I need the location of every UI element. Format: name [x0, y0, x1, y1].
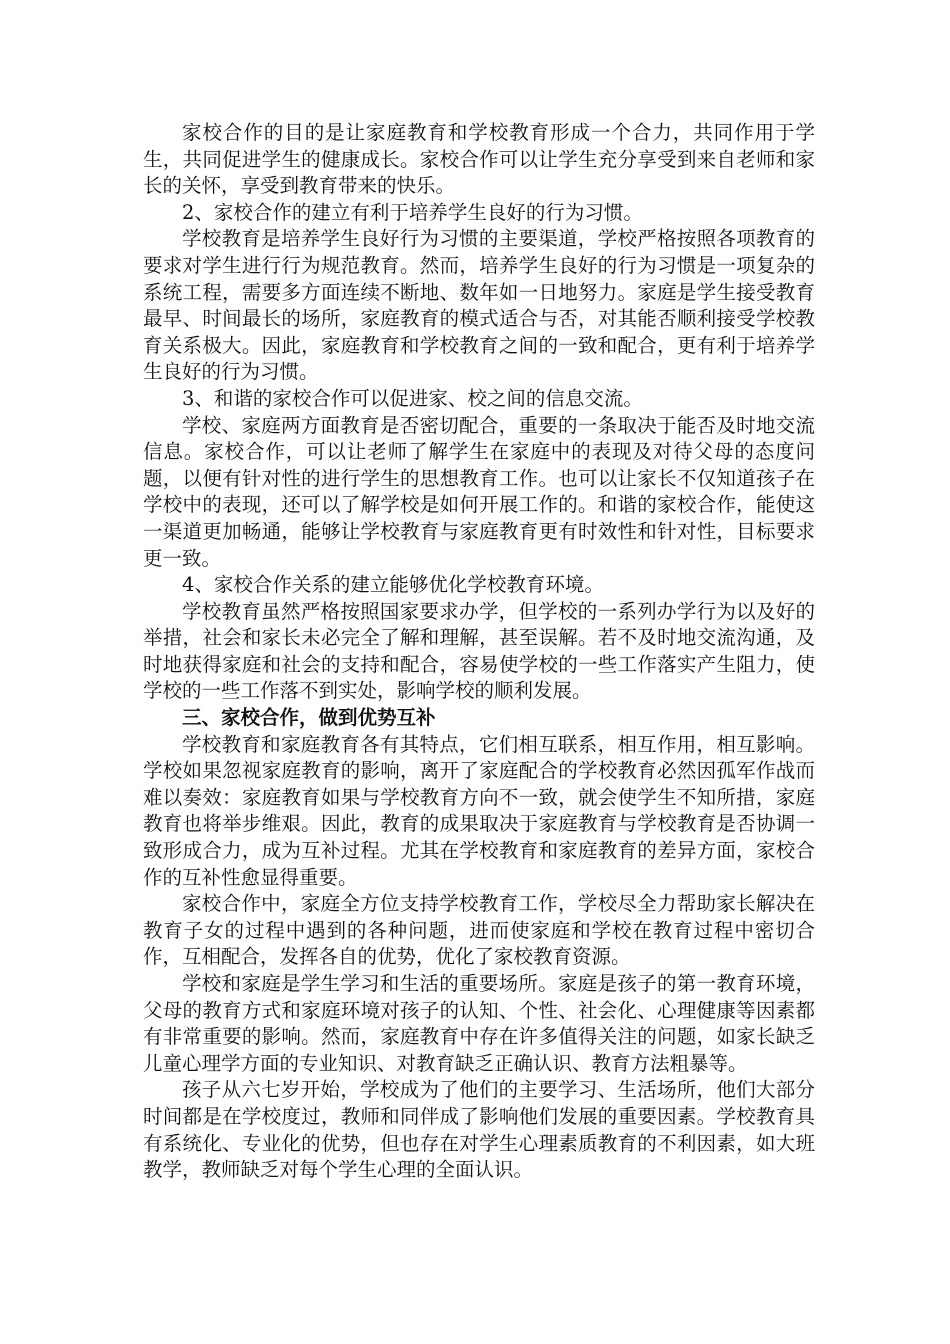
paragraph-complementary: 学校教育和家庭教育各有其特点，它们相互联系，相互作用，相互影响。学校如果忽视家庭教育的影响，离开了家庭配合的学校教育必然因孤军作战而难以奏效：家庭教育如果与学校教育方向不一致，就会使学生不知所措，家庭教育也将举步维艰。因此，教育的成果取决于家庭教育与学校教育是否协调一致形成合力，成为互补过程。尤其在学校教育和家庭教育的差异方面，家校合作的互补性愈显得重要。 — [143, 732, 815, 889]
point-2-heading: 2、家校合作的建立有利于培养学生良好的行为习惯。 — [182, 200, 643, 224]
paragraph-school-environment: 学校教育虽然严格按照国家要求办学，但学校的一系列办学行为以及好的举措，社会和家长未必完全了解和理解，甚至误解。若不及时地交流沟通，及时地获得家庭和社会的支持和配合，容易使学校的一些工作落实产生阻力，使学校的一些工作落不到实处，影响学校的顺利发展。 — [143, 599, 815, 703]
section-3-heading: 三、家校合作，做到优势互补 — [182, 706, 436, 730]
paragraph-purpose: 家校合作的目的是让家庭教育和学校教育形成一个合力，共同作用于学生，共同促进学生的健康成长。家校合作可以让学生充分享受到来自老师和家长的关怀，享受到教育带来的快乐。 — [143, 121, 815, 198]
document-body — [143, 120, 815, 1184]
paragraph-behavior-habits: 学校教育是培养学生良好行为习惯的主要渠道，学校严格按照各项教育的要求对学生进行行为规范教育。然而，培养学生良好的行为习惯是一项复杂的系统工程，需要多方面连续不断地、数年如一日地努力。家庭是学生接受教育最早、时间最长的场所，家庭教育的模式适合与否，对其能否顺利接受学校教育关系极大。因此，家庭教育和学校教育之间的一致和配合，更有利于培养学生良好的行为习惯。 — [143, 227, 815, 384]
point-4-heading: 4、家校合作关系的建立能够优化学校教育环境。 — [182, 573, 604, 597]
paragraph-information-exchange: 学校、家庭两方面教育是否密切配合，重要的一条取决于能否及时地交流信息。家校合作，可以让老师了解学生在家庭中的表现及对待父母的态度问题，以便有针对性的进行学生的思想教育工作。也可以让家长不仅知道孩子在学校中的表现，还可以了解学校是如何开展工作的。和谐的家校合作，能使这一渠道更加畅通，能够让学校教育与家庭教育更有时效性和针对性，目标要求更一致。 — [143, 413, 815, 570]
paragraph-school-age: 孩子从六七岁开始，学校成为了他们的主要学习、生活场所，他们大部分时间都是在学校度过，教师和同伴成了影响他们发展的重要因素。学校教育具有系统化、专业化的优势，但也存在对学生心理素质教育的不利因素，如大班教学，教师缺乏对每个学生心理的全面认识。 — [143, 1078, 815, 1182]
paragraph-cooperation: 家校合作中，家庭全方位支持学校教育工作，学校尽全力帮助家长解决在教育子女的过程中遇到的各种问题，进而使家庭和学校在教育过程中密切合作，互相配合，发挥各自的优势，优化了家校教育资源。 — [143, 892, 815, 969]
point-3-heading: 3、和谐的家校合作可以促进家、校之间的信息交流。 — [182, 386, 643, 410]
paragraph-family-environment: 学校和家庭是学生学习和生活的重要场所。家庭是孩子的第一教育环境，父母的教育方式和家庭环境对孩子的认知、个性、社会化、心理健康等因素都有非常重要的影响。然而，家庭教育中存在许多值得关注的问题，如家长缺乏儿童心理学方面的专业知识、对教育缺乏正确认识、教育方法粗暴等。 — [143, 972, 815, 1075]
